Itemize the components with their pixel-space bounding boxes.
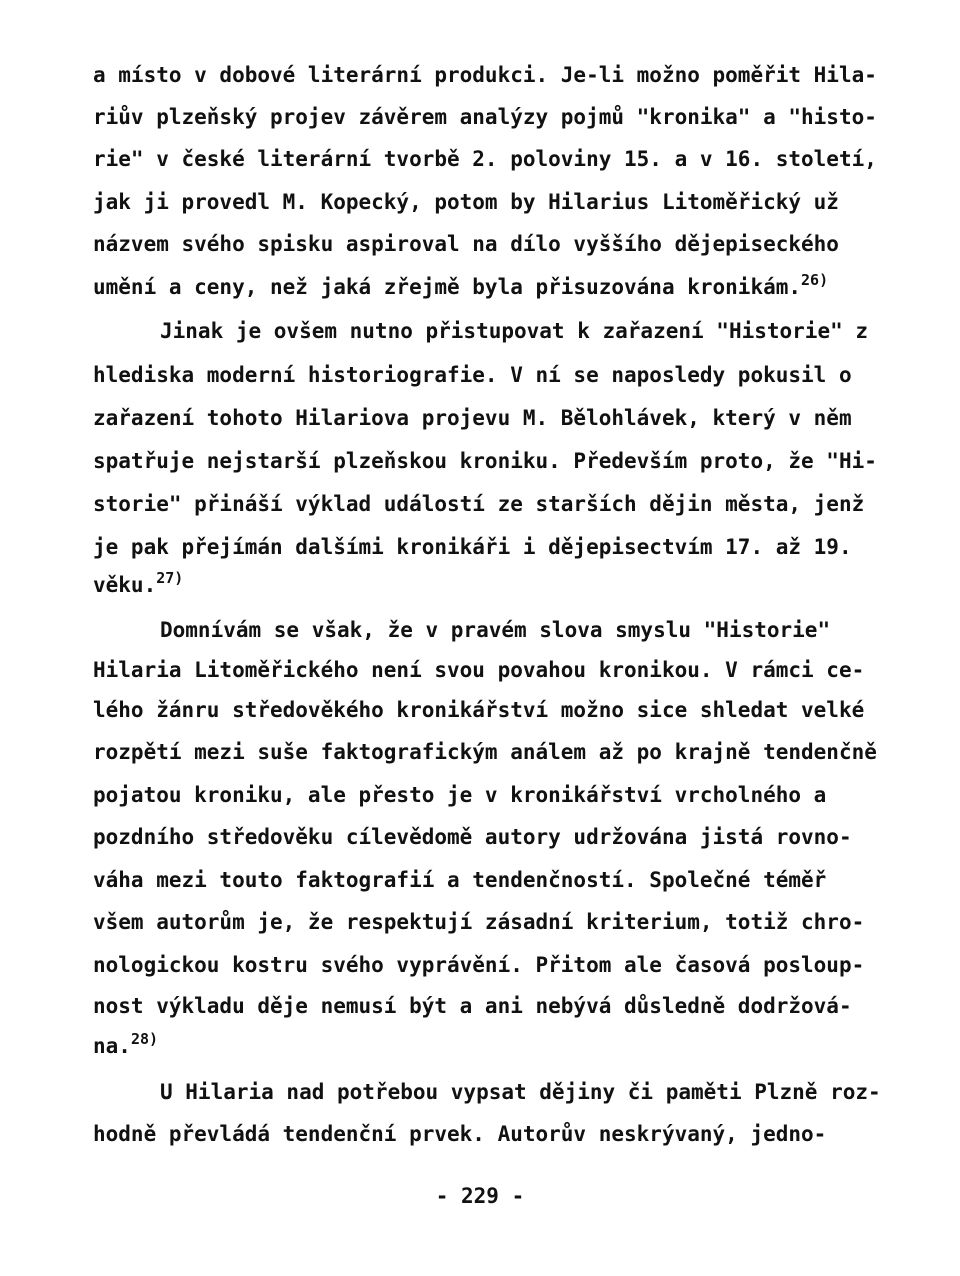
footnote-ref: 28) [130, 1030, 159, 1048]
text-line: váha mezi touto faktografií a tendenčností. Společné téměř [93, 868, 827, 892]
text-line: hlediska moderní historiografie. V ní se naposledy pokusil o [93, 363, 852, 387]
paragraph-first-line: Domnívám se však, že v pravém slova smyslu "Historie" [160, 618, 831, 642]
text-line: hodně převládá tendenční prvek. Autorův neskrývaný, jedno- [93, 1122, 827, 1146]
text-line-with-footnote [93, 569, 184, 598]
footnote-ref: 26) [801, 271, 829, 289]
paragraph-first-line: Jinak je ovšem nutno přistupovat k zařazení "Historie" z [160, 319, 869, 343]
text-line: Hilaria Litoměřického není svou povahou kronikou. V rámci ce- [93, 658, 865, 682]
text-line: umění a ceny, než jaká zřejmě byla přisuzována kronikám. [93, 275, 802, 299]
text-line: a místo v dobové literární produkci. Je-li možno poměřit Hila- [93, 63, 877, 87]
text-line: rie" v české literární tvorbě 2. poloviny 15. a v 16. století, [93, 147, 877, 171]
text-line: zařazení tohoto Hilariova projevu M. Bělohlávek, který v něm [93, 406, 852, 430]
text-line: rozpětí mezi suše faktografickým análem až po krajně tendenčně [93, 740, 877, 764]
text-line: všem autorům je, že respektují zásadní kriterium, totiž chro- [93, 910, 865, 934]
text-line: na. [93, 1034, 131, 1058]
text-line: názvem svého spisku aspiroval na dílo vyššího dějepiseckého [93, 232, 839, 256]
text-line-with-footnote [93, 271, 829, 300]
text-line: nologickou kostru svého vyprávění. Přitom ale časová posloup- [93, 953, 865, 977]
text-line: je pak přejímán dalšími kronikáři i dějepisectvím 17. až 19. [93, 535, 852, 559]
text-line-with-footnote [93, 1030, 159, 1059]
page-number: - 229 - [435, 1184, 525, 1208]
paragraph-first-line: U Hilaria nad potřebou vypsat dějiny či paměti Plzně roz- [160, 1080, 881, 1104]
text-line: nost výkladu děje nemusí být a ani nebývá důsledně dodržová- [93, 994, 852, 1018]
text-line: jak ji provedl M. Kopecký, potom by Hilarius Litoměřický už [93, 190, 839, 214]
text-line: pojatou kroniku, ale přesto je v kronikářství vrcholného a [93, 783, 827, 807]
text-line: lého žánru středověkého kronikářství možno sice shledat velké [93, 698, 865, 722]
text-line: pozdního středověku cílevědomě autory udržována jistá rovno- [93, 825, 852, 849]
text-line: storie" přináší výklad událostí ze starších dějin města, jenž [93, 492, 865, 516]
text-line: spatřuje nejstarší plzeňskou kroniku. Především proto, že "Hi- [93, 449, 877, 473]
text-line: věku. [93, 573, 157, 597]
text-line: riův plzeňský projev závěrem analýzy pojmů "kronika" a "histo- [93, 105, 877, 129]
footnote-ref: 27) [156, 569, 184, 587]
